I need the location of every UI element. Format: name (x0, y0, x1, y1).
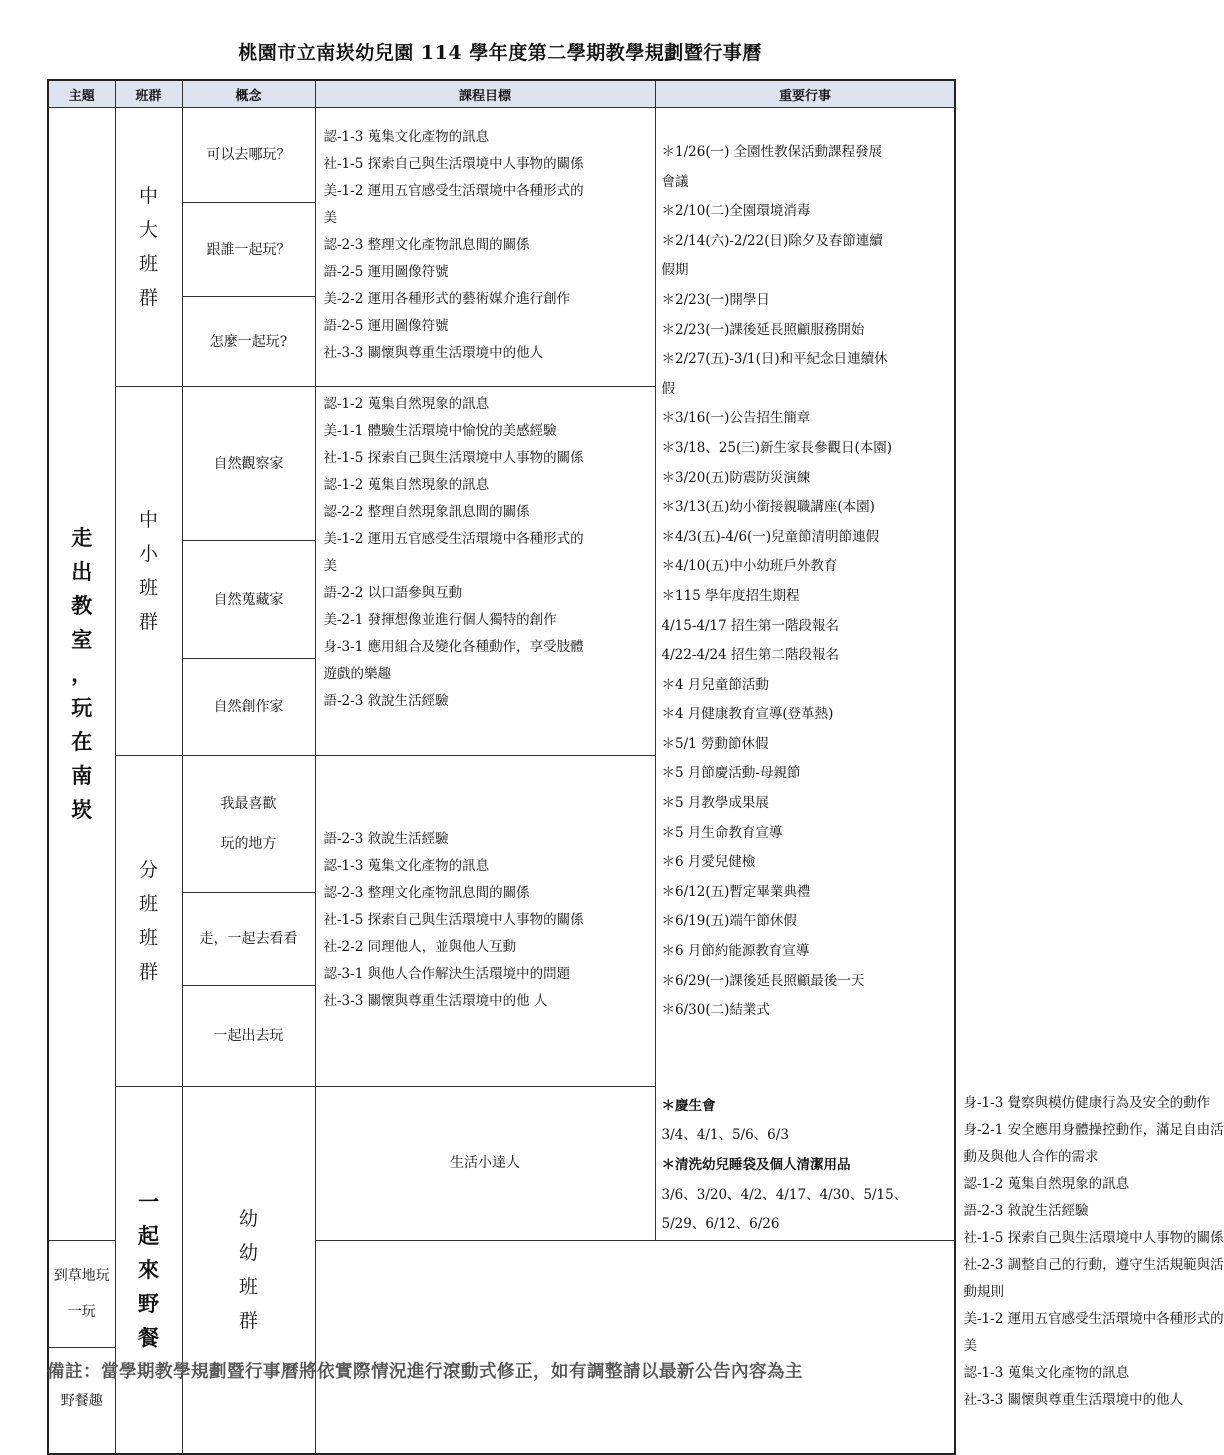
goals-group-3 (315, 756, 655, 1086)
birthday-dates: 3/4、4/1、5/6、6/3 (661, 1127, 789, 1144)
theme-1-char: 崁 (71, 796, 93, 822)
goal-item: 認-2-2 整理自然現象訊息間的關係 (323, 504, 530, 520)
group-1-char: 中 (138, 185, 158, 207)
goal-item: 認-2-3 整理文化產物訊息間的關係 (323, 237, 530, 253)
theme-2-char: 野 (138, 1290, 159, 1316)
cleaning-dates: 3/6、3/20、4/2、4/17、4/30、5/15、 (661, 1186, 908, 1203)
theme-2-char: 來 (138, 1256, 159, 1282)
theme-1 (48, 108, 115, 1241)
theme-2-char: 一 (138, 1188, 159, 1214)
group-2-char: 班 (138, 577, 158, 600)
event-item: ＊3/18、25(三)新生家長參觀日(本園) (661, 439, 893, 456)
event-item: ＊2/10(二)全園環境消毒 (661, 203, 811, 220)
group-2 (115, 387, 182, 756)
concept-3-3: 一起出去玩 (182, 985, 315, 1086)
goal-item: 語-2-2 以口語參與互動 (323, 585, 463, 601)
goal-item: 語-2-5 運用圖像符號 (323, 318, 449, 334)
concept-1-1: 可以去哪玩？ (182, 108, 315, 203)
group-3-char: 班 (138, 926, 158, 949)
event-item: ＊5/1 勞動節休假 (661, 735, 769, 752)
group-2-char: 中 (138, 509, 158, 532)
event-item: ＊3/20(五)防震防災演練 (661, 469, 811, 486)
group-1-char: 班 (138, 253, 158, 275)
goal-item: 社-1-5 探索自己與生活環境中人事物的關係 (323, 912, 584, 929)
event-item: ＊4 月健康教育宣導(登革熱) (661, 706, 834, 723)
goal-item: 遊戲的樂趣 (323, 666, 391, 682)
event-item: 假期 (661, 262, 689, 279)
group-4-char: 幼 (238, 1241, 258, 1264)
event-item: ＊1/26(一) 全園性教保活動課程發展 (661, 144, 883, 160)
goal-item: 認-1-3 蒐集文化產物的訊息 (323, 129, 490, 145)
theme-1-char: 玩 (71, 694, 93, 720)
group-4-char: 幼 (238, 1207, 258, 1230)
header-group: 班群 (115, 80, 182, 108)
theme-1-char: 在 (71, 728, 93, 754)
goal-item: 語-2-3 敘說生活經驗 (323, 693, 449, 709)
event-item: ＊3/13(五)幼小銜接親職講座(本園) (661, 499, 875, 516)
event-item: ＊6/19(五)端午節休假 (661, 913, 797, 930)
theme-1-char: 走 (71, 524, 93, 550)
goal-item: 社-3-3 關懷與尊重生活環境中的他 人 (323, 993, 548, 1010)
event-item: ＊4/3(五)-4/6(一)兒童節清明節連假 (661, 528, 880, 545)
goal-item: 社-1-5 探索自己與生活環境中人事物的關係 (323, 450, 584, 466)
header-events: 重要行事 (655, 80, 955, 108)
goal-item: 認-1-2 蒐集自然現象的訊息 (323, 396, 490, 412)
goal-item: 認-2-3 整理文化產物訊息間的關係 (323, 885, 530, 902)
theme-1-char: ， (71, 660, 93, 686)
goal-item: 美-2-1 發揮想像並進行個人獨特的創作 (323, 612, 557, 628)
goal-item: 社-3-3 關懷與尊重生活環境中的他人 (323, 345, 544, 361)
goal-item: 身-3-1 應用組合及變化各種動作，享受肢體 (323, 639, 584, 655)
goal-item: 美 (323, 558, 337, 574)
goal-item: 認-3-1 與他人合作解決生活環境中的問題 (323, 966, 571, 983)
birthday-heading: ＊慶生會 (661, 1097, 716, 1114)
schedule-table: 主題 班群 概念 課程目標 重要行事 走 出 教 室 ， 玩 在 南 崁 中 大 班 群 可以去哪玩？ 認-1-3 蒐集文化產物的訊息 社-1-5 探索自己與生活環境中人事物的關係 美-1-2 運用五官感受生活環境中各種形式的 美 認-2-3 整理文化產物訊息間的關係 語-2-5 運用圖像符號 美-2-2 運用各種形式的藝術媒介進行創作 語-2-5 運用圖像符號 社-3-3 關懷與尊重生活環境中的他人 ＊1/26(一) 全園性教保活動課程發展 會議 ＊2/10(二)全園環境消毒 ＊2/14(六)-2/22(日)除夕及春節連續 假期 ＊2/23(一)開學日 ＊2/23(一)課後延長照顧服務開始 ＊2/27(五)-3/1(日)和平紀念日連續休 假 ＊3/16(一)公告招生簡章 ＊3/18、25(三)新生家長參觀日(本園) ＊3/20(五)防震防災演練 ＊3/13(五)幼小銜接親職講座(本園) ＊4/3(五)-4/6(一)兒童節清明節連假 ＊4/10(五)中小幼班戶外教育 ＊115 學年度招生期程 4/15-4/17 招生第一階段報名 4/22-4/24 招生第二階段報名 ＊4 月兒童節活動 ＊4 月健康教育宣導(登革熱) ＊5/1 勞動節休假 ＊5 月節慶活動-母親節 ＊5 月教學成果展 ＊5 月生命教育宣導 ＊6 月愛兒健檢 ＊6/12(五)暫定畢業典禮 ＊6/19(五)端午節休假 ＊6 月節約能源教育宣導 ＊6/29(一)課後延長照顧最後一天 ＊6/30(二)結業式 ＊慶生會 3/4、4/1、5/6、6/3 ＊清洗幼兒睡袋及個人清潔用品 3/6、3/20、4/2、4/17、4/30、5/15、 5/29、6/12、6/26 跟誰一起玩？ 怎麼一起玩? 中 小 班 群 自然觀察家 認-1-2 蒐集自然現象的訊息 美-1-1 體驗生活環境中愉悅的美感經驗 社-1-5 探索自己與生活環境中人事物的關係 認-1-2 蒐集自然現象的訊息 認-2-2 整理自然現象訊息間的關係 美-1-2 運用五官感受生活環境中各種形式的 美 語-2-2 以口語參與互動 美-2-1 發揮想像並進行個人獨特的創作 身-3-1 應用組合及變化各種動作，享受肢體 遊戲的樂趣 語-2-3 敘說生活經驗 自然蒐藏家 自然創作家 分 班 班 群 我最喜歡 玩的地方 語-2-3 敘說生活經驗 認-1-3 蒐集文化產物的訊息 認-2-3 整理文化產物訊息間的關係 社-1-5 探索自己與生活環境中人事物的關係 社-2-2 同理他人，並與他人互動 認-3-1 與他人合作解決生活環境中的問題 社-3-3 關懷與尊重生活環境中的他 人 走，一起去看看 一起出去玩 一 起 來 野 餐 幼 幼 班 群 生活小達人 身-1-3 覺察與模仿健康行為及安全的動作 身-2-1 安全應用身體操控動作，滿足自由活 動及與他人合作的需求 認-1-2 蒐集自然現象的訊息 語-2-3 敘說生活經驗 社-1-5 探索自己與生活環境中人事物的關係 社-2-3 調整自己的行動，遵守生活規範與活 動規則 美-1-2 運用五官感受生活環境中各種形式的 美 認-1-3 蒐集文化產物的訊息 社-3-3 關懷與尊重生活環境中的他人 到草地玩一玩 野餐趣 (47, 79, 956, 1455)
header-goals: 課程目標 (315, 80, 655, 108)
header-theme: 主題 (48, 80, 115, 108)
header-row (48, 80, 955, 108)
goal-item: 美-1-2 運用五官感受生活環境中各種形式的 (323, 183, 584, 199)
goal-item: 美-1-1 體驗生活環境中愉悅的美感經驗 (323, 423, 557, 439)
group-3 (115, 756, 182, 1086)
concept-3-1-line: 我最喜歡 (220, 795, 277, 812)
theme-2 (115, 1086, 182, 1454)
event-item: ＊5 月教學成果展 (661, 795, 769, 812)
event-item: ＊2/23(一)開學日 (661, 291, 770, 308)
concept-4-1: 生活小達人 (315, 1086, 655, 1240)
event-item: ＊6 月愛兒健檢 (661, 854, 756, 871)
group-4-char: 班 (238, 1275, 258, 1298)
group-3-char: 班 (138, 892, 158, 915)
goal-item: 語-2-3 敘說生活經驗 (323, 831, 449, 848)
cleaning-dates: 5/29、6/12、6/26 (661, 1216, 780, 1233)
group-3-char: 群 (138, 960, 158, 983)
group-1 (115, 108, 182, 387)
event-item: ＊6 月節約能源教育宣導 (661, 943, 810, 960)
event-item: ＊5 月生命教育宣導 (661, 824, 783, 841)
cleaning-heading: ＊清洗幼兒睡袋及個人清潔用品 (661, 1157, 851, 1173)
footnote: 備註：當學期教學規劃暨行事曆將依實際情況進行滾動式修正，如有調整請以最新公告內容為主 (47, 1362, 803, 1382)
group-4 (182, 1086, 315, 1454)
concept-2-2: 自然蒐藏家 (182, 541, 315, 659)
event-item: ＊2/23(一)課後延長照顧服務開始 (661, 321, 865, 338)
theme-2-char: 餐 (138, 1324, 159, 1350)
group-4-char: 群 (238, 1309, 258, 1332)
group-1-char: 群 (138, 287, 158, 309)
goal-item: 美 (323, 210, 337, 226)
group-2-char: 群 (138, 611, 158, 634)
goals-group-2 (315, 387, 655, 756)
goal-item: 語-2-5 運用圖像符號 (323, 264, 449, 280)
theme-2-char: 起 (138, 1222, 159, 1248)
events-list (655, 108, 955, 1241)
goal-item: 美-2-2 運用各種形式的藝術媒介進行創作 (323, 291, 571, 307)
event-item: ＊6/12(五)暫定畢業典禮 (661, 883, 811, 900)
event-item: ＊4/10(五)中小幼班戶外教育 (661, 558, 838, 575)
event-item: 會議 (661, 173, 689, 190)
goals-group-1 (315, 108, 655, 387)
group-1-char: 大 (138, 219, 158, 241)
page-title: 桃園市立南崁幼兒園 114 學年度第二學期教學規劃暨行事曆 (238, 42, 762, 64)
goal-item: 社-2-2 同理他人，並與他人互動 (323, 939, 517, 956)
event-item: ＊6/30(二)結業式 (661, 1002, 770, 1019)
event-item: ＊115 學年度招生期程 (661, 587, 800, 604)
concept-1-3: 怎麼一起玩? (182, 297, 315, 387)
theme-1-char: 出 (71, 558, 93, 584)
concept-2-3: 自然創作家 (182, 659, 315, 756)
theme-1-char: 南 (71, 762, 93, 788)
event-item: ＊2/14(六)-2/22(日)除夕及春節連續 (661, 232, 883, 249)
event-item: ＊3/16(一)公告招生簡章 (661, 410, 811, 427)
theme-1-char: 室 (71, 626, 93, 652)
header-concept: 概念 (182, 80, 315, 108)
event-item: ＊5 月節慶活動-母親節 (661, 765, 801, 782)
concept-3-1 (182, 756, 315, 892)
concept-4-2: 到草地玩一玩 (48, 1240, 115, 1347)
group-2-char: 小 (138, 543, 158, 566)
event-item: ＊2/27(五)-3/1(日)和平紀念日連續休 (661, 351, 888, 368)
concept-3-1-line: 玩的地方 (220, 835, 277, 852)
theme-1-char: 教 (71, 592, 93, 618)
concept-3-2: 走，一起去看看 (182, 892, 315, 985)
event-item: ＊6/29(一)課後延長照顧最後一天 (661, 972, 865, 989)
event-item: 4/15-4/17 招生第一階段報名 (661, 617, 839, 634)
event-item: 假 (661, 380, 675, 397)
event-item: 4/22-4/24 招生第二階段報名 (661, 647, 839, 664)
concept-1-2: 跟誰一起玩？ (182, 203, 315, 297)
concept-4-3: 野餐趣 (48, 1347, 115, 1454)
concept-2-1: 自然觀察家 (182, 387, 315, 541)
event-item: ＊4 月兒童節活動 (661, 676, 769, 693)
goal-item: 美-1-2 運用五官感受生活環境中各種形式的 (323, 531, 584, 547)
goal-item: 認-1-2 蒐集自然現象的訊息 (323, 477, 490, 493)
goal-item: 認-1-3 蒐集文化產物的訊息 (323, 858, 490, 875)
goal-item: 社-1-5 探索自己與生活環境中人事物的關係 (323, 156, 584, 172)
group-3-char: 分 (138, 858, 158, 881)
